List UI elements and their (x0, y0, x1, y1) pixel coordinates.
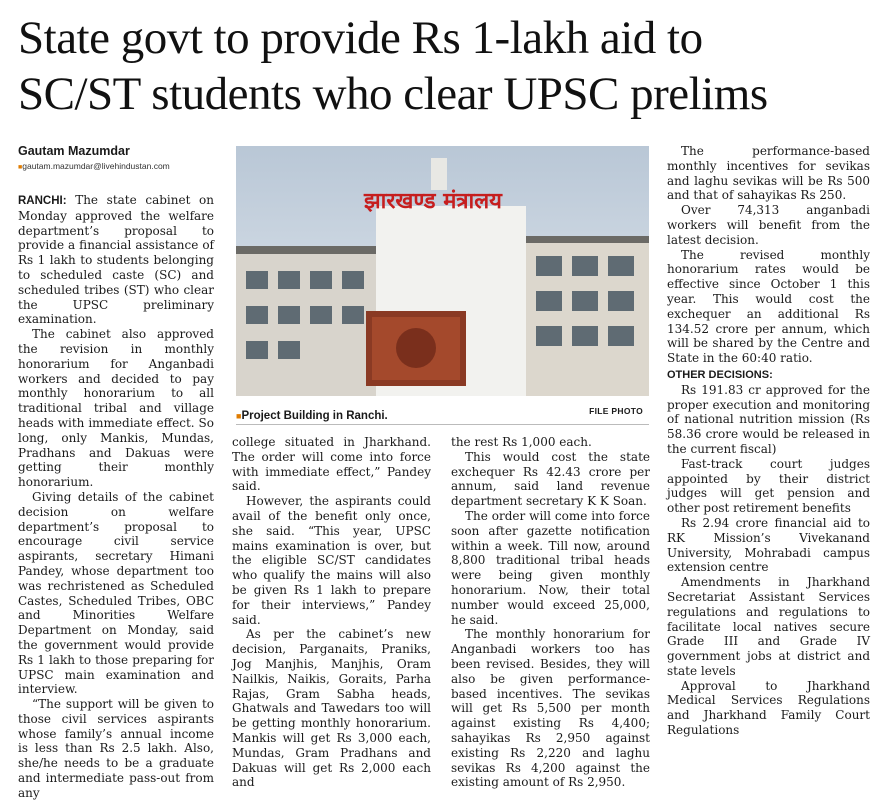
article-column-4 (667, 144, 870, 738)
decision-item: Approval to Jharkhand Medical Services Regulations and Jharkhand Family Court Regulations (667, 678, 870, 738)
decision-item: Rs 191.83 cr approved for the proper execution and monitoring of national nutrition mission (Rs 58.36 crore would be released in the current fiscal) (667, 382, 870, 456)
byline (18, 144, 214, 171)
decision-item: Amendments in Jharkhand Secretariat Assistant Services regulations and regulations to facilitate local natives secure Grade III and Grade IV government jobs at district and state levels (667, 575, 870, 678)
body-paragraph: The revised monthly honorarium rates would be effective since October 1 this year. This would cost the exchequer an additional Rs 134.52 crore per annum, which will be shared by the Centre and State in the 60:40 ratio. (667, 247, 870, 366)
other-decisions-subhead: OTHER DECISIONS: (667, 368, 773, 381)
author-email: ■ gautam.mazumdar@livehindustan.com (18, 161, 214, 171)
body-paragraph: “The support will be given to those civil services aspirants whose family’s annual income is less than Rs 2.5 lakh. Also, she/he needs to be a graduate and intermediate pass-out from any (18, 697, 214, 800)
photo-credit: FILE PHOTO (589, 406, 643, 416)
dateline: RANCHI: (18, 195, 67, 207)
body-paragraph: college situated in Jharkhand. The order will come into force with immediate effect,” Pandey said. (232, 435, 431, 494)
article-column-2 (232, 435, 431, 790)
photo-caption (236, 404, 649, 420)
body-paragraph: The monthly honorarium for Anganbadi workers too has been revised. Besides, they will also be given performance-based incentives. The sevikas will get Rs 5,500 per month against existing Rs 4,400; sahayikas Rs 2,950 against existing Rs 2,220 and laghu sevikas Rs 4,200 against the existing amount of Rs 2,950. (451, 627, 650, 790)
lead-paragraph (18, 193, 214, 327)
building-photo (236, 146, 649, 396)
body-paragraph: The performance-based monthly incentives for sevikas and laghu sevikas will be Rs 500 and that of sahayikas Rs 250. (667, 144, 870, 203)
caption-text: ■ Project Building in Ranchi. (236, 410, 388, 422)
decision-item: Fast-track court judges appointed by their district judges will get pension and other post retirement benefits (667, 456, 870, 516)
headline-line-1: State govt to provide Rs 1-lakh aid to (18, 12, 703, 64)
body-paragraph: However, the aspirants could avail of the benefit only once, she said. “This year, UPSC mains examination is over, but the eligible SC/ST candidates who qualify the mains will also be given Rs 1 lakh to prepare for their interviews,” Pandey said. (232, 494, 431, 627)
body-paragraph: Giving details of the cabinet decision on welfare department’s proposal to encourage civil service aspirants, secretary Himani Pandey, whose department too was rechristened as Scheduled Castes, Scheduled Tribes, OBC and Minorities Welfare Department on Monday, said the government would provide Rs 1 lakh to those preparing for UPSC main examination and interview. (18, 489, 214, 697)
headline-line-2: SC/ST students who clear UPSC prelims (18, 68, 768, 120)
headline (18, 10, 868, 122)
lead-text: The state cabinet on Monday approved the welfare department’s proposal to provide a financial assistance of Rs 1 lakh to students belonging to scheduled caste (SC) and scheduled tribes (ST) who clear the UPSC preliminary examination. (18, 193, 214, 327)
body-paragraph: As per the cabinet’s new decision, Parganaits, Praniks, Jog Manjhis, Manjhis, Oram Nailkis, Naikis, Goraits, Parha Rajas, Gram Sabha heads, Ghatwals and Tawedars too will be getting monthly honorarium. Mankis will get Rs 3,000 each, Mundas, Gram Pradhans and Dakuas will get Rs 2,000 each and (232, 627, 431, 790)
project-building-image (236, 146, 649, 396)
body-paragraph: This would cost the state exchequer Rs 42.43 crore per annum, said land revenue department secretary K K Soan. (451, 449, 650, 509)
body-paragraph: the rest Rs 1,000 each. (451, 435, 592, 449)
article-column-1 (18, 193, 214, 801)
body-paragraph: Over 74,313 anganbadi workers will benefit from the latest decision. (667, 203, 870, 247)
signboard-text: झारखण्ड मंत्रालय (364, 189, 502, 214)
body-paragraph: The order will come into force soon after gazette notification within a week. Till now, around 8,800 traditional tribal heads were being given monthly honorarium. Now, their total number would exceed 25,000, he said. (451, 508, 650, 627)
caption-divider (236, 424, 649, 425)
body-paragraph: The cabinet also approved the revision in monthly honorarium for Anganbadi workers and decided to pay monthly honorarium to all traditional tribal and village heads with immediate effect. So long, only Mankis, Mundas, Pradhans and Dakuas were getting their monthly honorarium. (18, 327, 214, 490)
author-name: Gautam Mazumdar (18, 144, 130, 158)
article-column-3 (451, 435, 650, 790)
decision-item: Rs 2.94 crore financial aid to RK Mission’s Vivekanand University, Mohrabadi campus extension centre (667, 515, 870, 575)
